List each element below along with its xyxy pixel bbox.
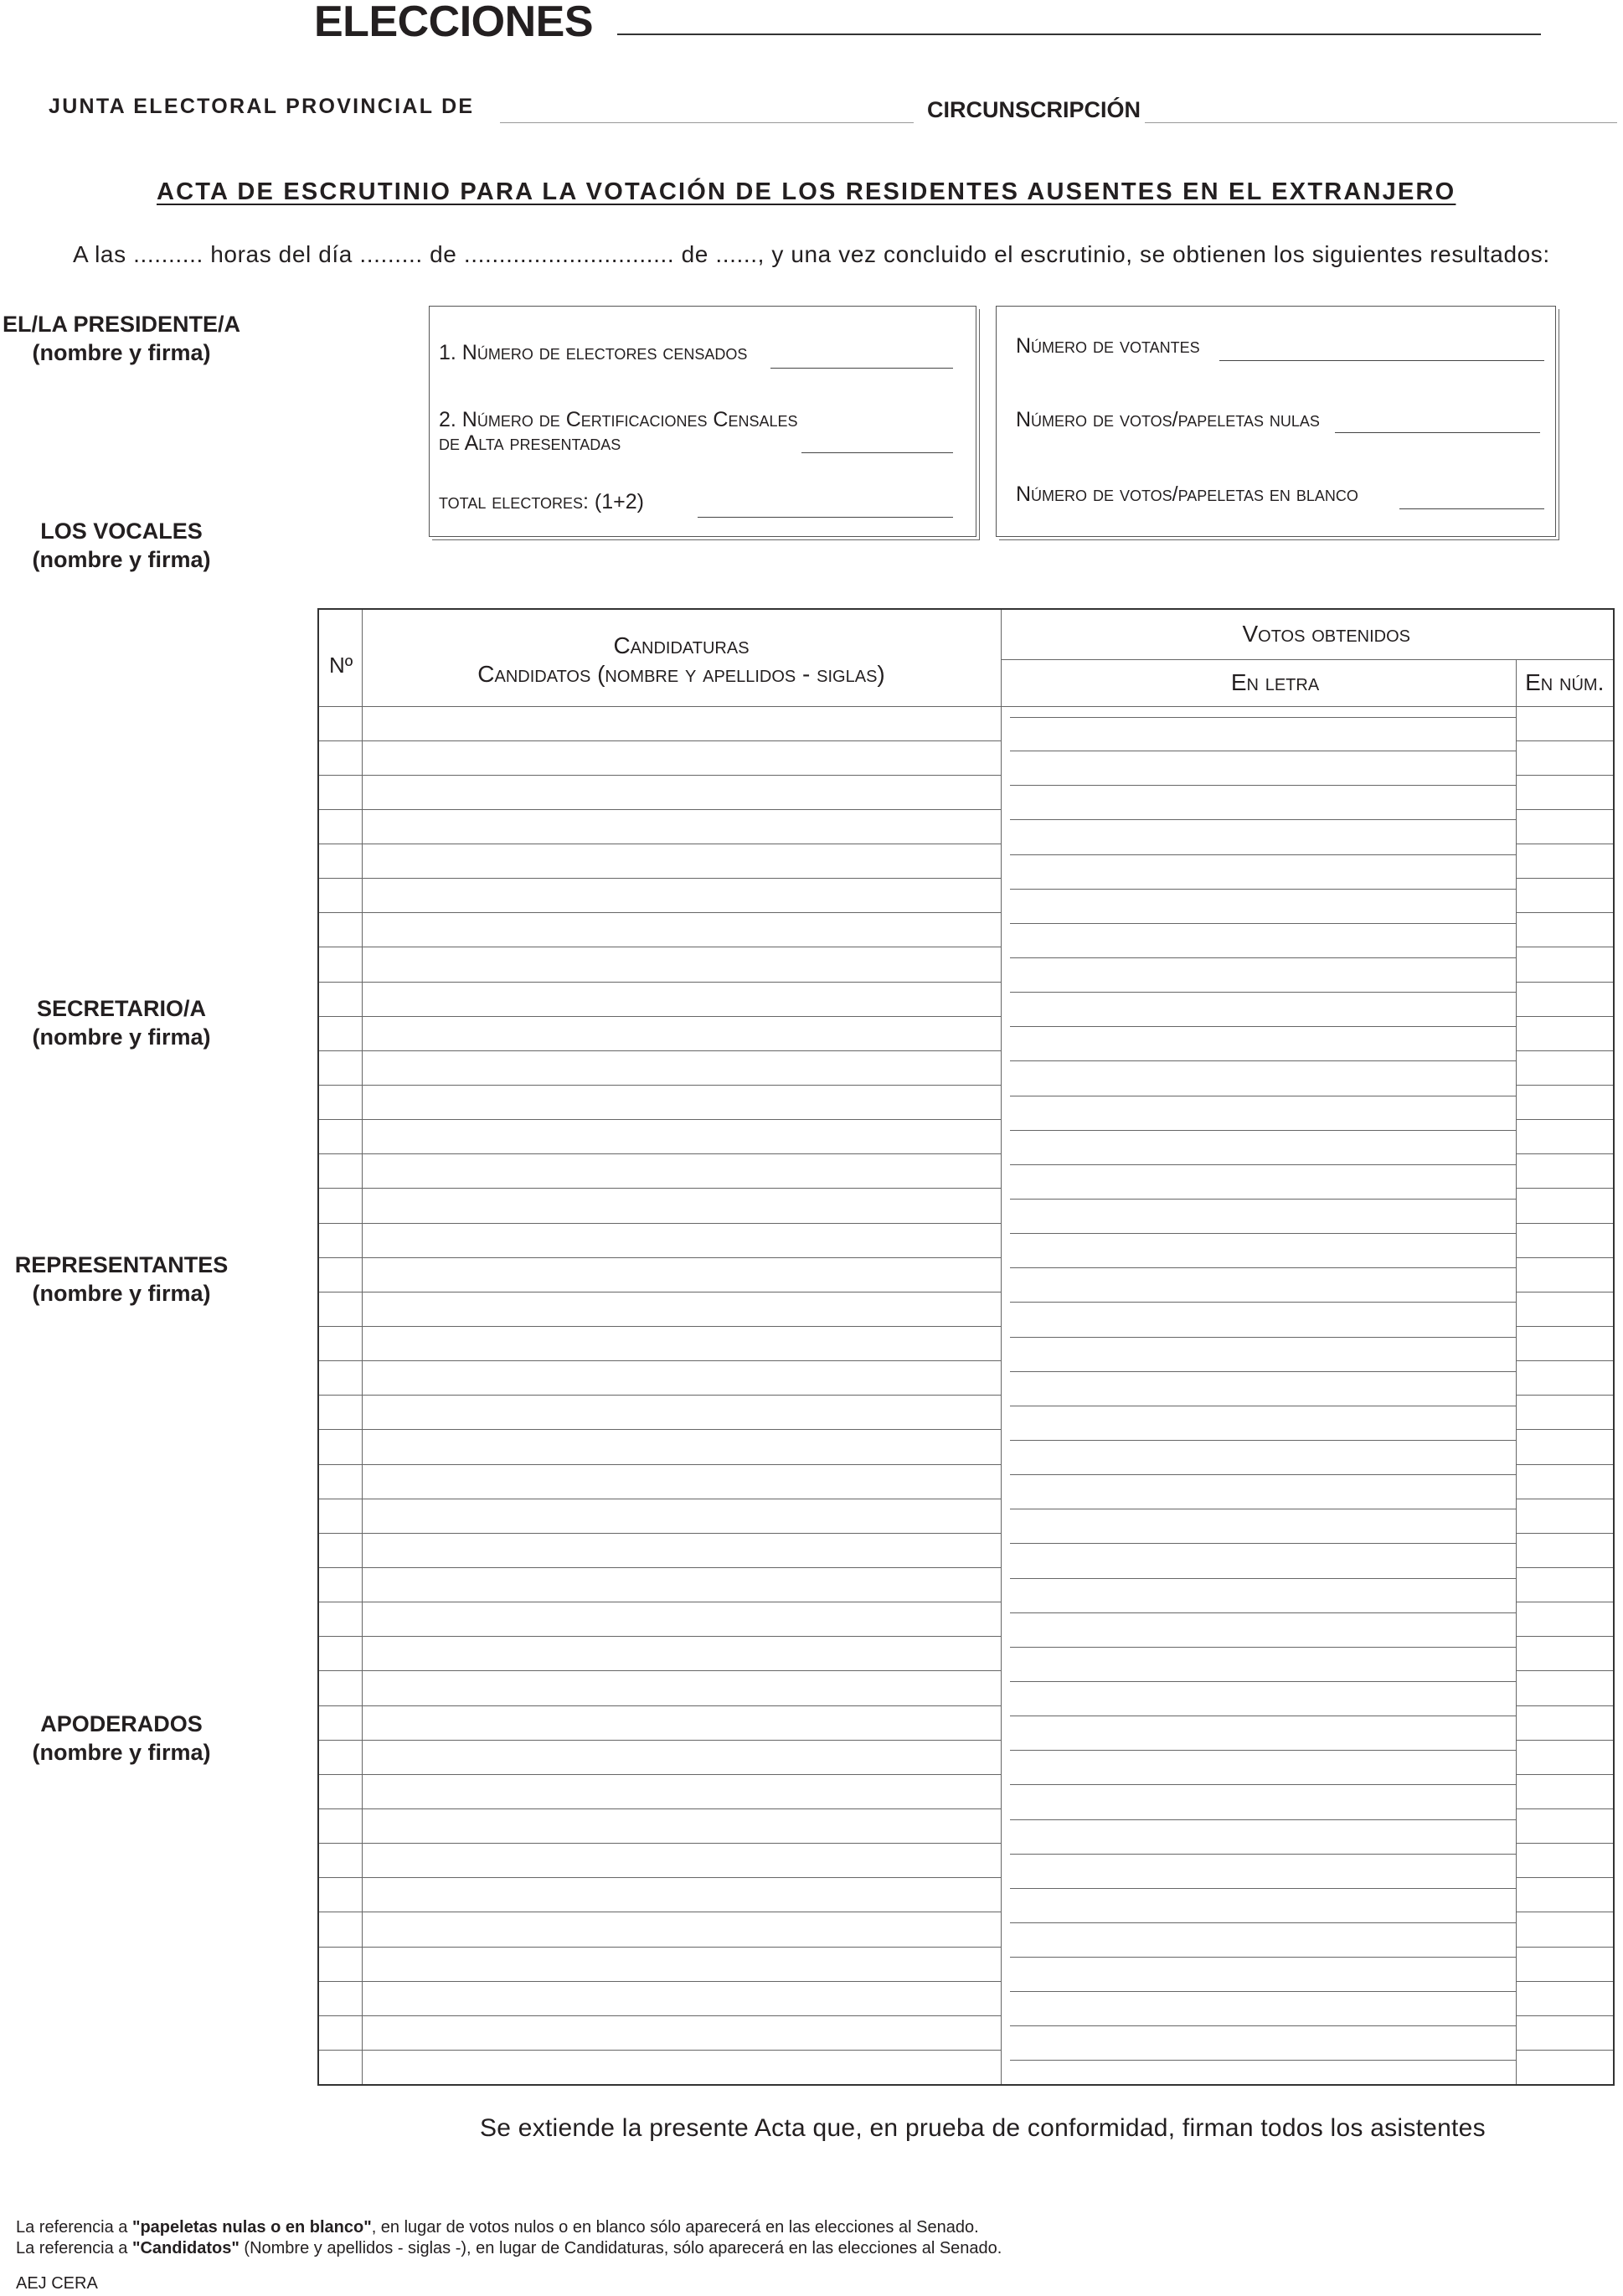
votes-in-digits-cell[interactable] — [1516, 740, 1614, 775]
votes-in-digits-cell[interactable] — [1516, 1568, 1614, 1602]
certificaciones-label: 2. Número de Certificaciones Censales — [439, 408, 798, 431]
row-number-cell[interactable] — [318, 1050, 362, 1085]
candidatura-cell[interactable] — [362, 706, 1001, 740]
votes-in-words-cell[interactable] — [1001, 1740, 1516, 1774]
votes-in-words-cell[interactable] — [1001, 1327, 1516, 1361]
table-row — [318, 1120, 1614, 1154]
votes-in-words-cell[interactable] — [1001, 1430, 1516, 1464]
votes-in-digits-cell[interactable] — [1516, 809, 1614, 844]
votes-in-words-cell[interactable] — [1001, 1154, 1516, 1189]
row-number-cell[interactable] — [318, 1189, 362, 1223]
votes-in-digits-cell[interactable] — [1516, 1705, 1614, 1740]
row-number-cell[interactable] — [318, 1396, 362, 1430]
candidatura-cell[interactable] — [362, 1154, 1001, 1189]
votes-in-words-cell[interactable] — [1001, 844, 1516, 879]
circunscripcion-field[interactable] — [1145, 100, 1617, 123]
votes-in-words-cell[interactable] — [1001, 982, 1516, 1016]
candidatura-cell[interactable] — [362, 1327, 1001, 1361]
row-number-cell[interactable] — [318, 1912, 362, 1947]
votes-in-digits-cell[interactable] — [1516, 1223, 1614, 1257]
candidatura-cell[interactable] — [362, 1774, 1001, 1808]
table-row — [318, 1499, 1614, 1533]
table-row — [318, 1671, 1614, 1705]
votes-in-words-cell[interactable] — [1001, 1671, 1516, 1705]
table-row — [318, 1154, 1614, 1189]
votes-in-words-cell[interactable] — [1001, 2015, 1516, 2050]
row-number-cell[interactable] — [318, 809, 362, 844]
table-row — [318, 1327, 1614, 1361]
table-row — [318, 1016, 1614, 1050]
signatory-hint: (nombre y firma) — [32, 1281, 211, 1306]
votes-in-digits-cell[interactable] — [1516, 1120, 1614, 1154]
row-number-cell[interactable] — [318, 1120, 362, 1154]
votes-in-words-cell[interactable] — [1001, 1361, 1516, 1396]
total-electores-field[interactable] — [698, 494, 953, 518]
row-number-cell[interactable] — [318, 1568, 362, 1602]
table-row — [318, 1740, 1614, 1774]
footnote — [16, 2217, 979, 2238]
row-number-cell[interactable] — [318, 706, 362, 740]
closing-statement: Se extiende la presente Acta que, en prueba de conformidad, firman todos los asistentes — [480, 2114, 1486, 2142]
signatory-role: EL/LA PRESIDENTE/A — [2, 312, 241, 337]
circunscripcion-label: CIRCUNSCRIPCIÓN — [927, 97, 1141, 122]
votes-in-words-cell[interactable] — [1001, 740, 1516, 775]
candidatura-cell[interactable] — [362, 1912, 1001, 1947]
junta-electoral-label: JUNTA ELECTORAL PROVINCIAL DE — [49, 95, 475, 118]
candidatura-cell[interactable] — [362, 1705, 1001, 1740]
intro-statement: A las .......... horas del día ......... de .............................. de ......, y una vez concluido el escrutinio, se obtienen los siguientes resultados: — [73, 241, 1550, 267]
votes-in-words-cell[interactable] — [1001, 2050, 1516, 2084]
votes-in-digits-cell[interactable] — [1516, 1740, 1614, 1774]
votos-blanco-field[interactable] — [1399, 486, 1544, 509]
table-row — [318, 1223, 1614, 1257]
row-number-cell[interactable] — [318, 775, 362, 809]
candidatura-cell[interactable] — [362, 1292, 1001, 1326]
row-number-cell[interactable] — [318, 1086, 362, 1120]
votes-in-digits-cell[interactable] — [1516, 706, 1614, 740]
footnote — [16, 2238, 1002, 2259]
candidatura-cell[interactable] — [362, 1257, 1001, 1292]
candidatura-cell[interactable] — [362, 809, 1001, 844]
electores-censados-label: 1. Número de electores censados — [439, 341, 748, 364]
signatory-vocales — [0, 517, 243, 574]
row-number-cell[interactable] — [318, 2050, 362, 2084]
table-row — [318, 1464, 1614, 1499]
votes-in-words-cell[interactable] — [1001, 1396, 1516, 1430]
table-header-row — [318, 609, 1614, 659]
signatory-role: LOS VOCALES — [40, 519, 203, 544]
header-candidaturas — [362, 609, 1001, 706]
table-row — [318, 2050, 1614, 2084]
row-number-cell[interactable] — [318, 1637, 362, 1671]
table-row — [318, 1878, 1614, 1912]
row-number-cell[interactable] — [318, 1878, 362, 1912]
candidatura-cell[interactable] — [362, 1637, 1001, 1671]
row-number-cell[interactable] — [318, 2015, 362, 2050]
row-number-cell[interactable] — [318, 1671, 362, 1705]
votes-in-words-cell[interactable] — [1001, 1120, 1516, 1154]
header-number: Nº — [318, 609, 362, 706]
acta-title: ACTA DE ESCRUTINIO PARA LA VOTACIÓN DE LOS RESIDENTES AUSENTES EN EL EXTRANJERO — [157, 178, 1456, 205]
table-row — [318, 740, 1614, 775]
row-number-cell[interactable] — [318, 1774, 362, 1808]
votos-blanco-label: Número de votos/papeletas en blanco — [1016, 482, 1358, 506]
votes-in-digits-cell[interactable] — [1516, 1050, 1614, 1085]
votes-in-words-cell[interactable] — [1001, 1257, 1516, 1292]
votes-in-digits-cell[interactable] — [1516, 1327, 1614, 1361]
votes-in-words-cell[interactable] — [1001, 775, 1516, 809]
row-number-cell[interactable] — [318, 844, 362, 879]
candidatura-cell[interactable] — [362, 1050, 1001, 1085]
votes-in-digits-cell[interactable] — [1516, 1464, 1614, 1499]
candidatura-cell[interactable] — [362, 1947, 1001, 1981]
candidatura-cell[interactable] — [362, 1671, 1001, 1705]
votantes-field[interactable] — [1219, 338, 1544, 361]
candidatura-cell[interactable] — [362, 1361, 1001, 1396]
votes-in-digits-cell[interactable] — [1516, 1878, 1614, 1912]
votes-in-digits-cell[interactable] — [1516, 1671, 1614, 1705]
row-number-cell[interactable] — [318, 982, 362, 1016]
votes-in-words-cell[interactable] — [1001, 1602, 1516, 1637]
votes-in-words-cell[interactable] — [1001, 1947, 1516, 1981]
table-row — [318, 913, 1614, 947]
row-number-cell[interactable] — [318, 1947, 362, 1981]
votes-in-words-cell[interactable] — [1001, 1189, 1516, 1223]
candidatura-cell[interactable] — [362, 1981, 1001, 2015]
table-row — [318, 1292, 1614, 1326]
candidatura-cell[interactable] — [362, 1464, 1001, 1499]
votes-in-digits-cell[interactable] — [1516, 1637, 1614, 1671]
table-row — [318, 947, 1614, 982]
candidatura-cell[interactable] — [362, 1844, 1001, 1878]
votes-in-words-cell[interactable] — [1001, 1809, 1516, 1844]
table-row — [318, 2015, 1614, 2050]
votes-in-digits-cell[interactable] — [1516, 1774, 1614, 1808]
candidatura-cell[interactable] — [362, 1223, 1001, 1257]
signatory-role: REPRESENTANTES — [14, 1252, 229, 1277]
votes-in-words-cell[interactable] — [1001, 1016, 1516, 1050]
table-row — [318, 1396, 1614, 1430]
row-number-cell[interactable] — [318, 740, 362, 775]
candidatura-cell[interactable] — [362, 1809, 1001, 1844]
votes-in-words-cell[interactable] — [1001, 1464, 1516, 1499]
row-number-cell[interactable] — [318, 1223, 362, 1257]
candidatura-cell[interactable] — [362, 879, 1001, 913]
candidatura-cell[interactable] — [362, 1602, 1001, 1637]
row-number-cell[interactable] — [318, 1361, 362, 1396]
footnote-emphasis: "Candidatos" — [131, 2239, 240, 2257]
votes-in-words-cell[interactable] — [1001, 1878, 1516, 1912]
footnote-suffix: , en lugar de votos nulos o en blanco sólo aparecerá en las elecciones al Senado. — [371, 2218, 979, 2237]
candidatura-cell[interactable] — [362, 2050, 1001, 2084]
candidatura-cell[interactable] — [362, 1120, 1001, 1154]
votes-in-digits-cell[interactable] — [1516, 1361, 1614, 1396]
junta-electoral-field[interactable] — [500, 100, 914, 123]
table-row — [318, 809, 1614, 844]
votes-in-digits-cell[interactable] — [1516, 1844, 1614, 1878]
votes-in-digits-cell[interactable] — [1516, 1292, 1614, 1326]
candidatura-cell[interactable] — [362, 1189, 1001, 1223]
signatory-hint: (nombre y firma) — [32, 1024, 211, 1050]
row-number-cell[interactable] — [318, 1844, 362, 1878]
signatory-apoderados — [0, 1710, 243, 1767]
votes-in-words-cell[interactable] — [1001, 1292, 1516, 1326]
votes-in-words-cell[interactable] — [1001, 706, 1516, 740]
row-number-cell[interactable] — [318, 1430, 362, 1464]
signatory-presidente — [0, 310, 243, 367]
row-number-cell[interactable] — [318, 1705, 362, 1740]
certificaciones-field[interactable] — [801, 430, 953, 453]
candidatura-cell[interactable] — [362, 982, 1001, 1016]
footnote-emphasis: "papeletas nulas o en blanco" — [131, 2218, 372, 2237]
votes-in-digits-cell[interactable] — [1516, 2050, 1614, 2084]
votes-in-words-cell[interactable] — [1001, 1705, 1516, 1740]
signatory-role: APODERADOS — [40, 1711, 203, 1736]
table-row — [318, 1705, 1614, 1740]
votos-nulos-label: Número de votos/papeletas nulas — [1016, 408, 1320, 431]
votes-in-words-cell[interactable] — [1001, 913, 1516, 947]
table-row — [318, 1981, 1614, 2015]
votes-in-digits-cell[interactable] — [1516, 1189, 1614, 1223]
votes-in-words-cell[interactable] — [1001, 1568, 1516, 1602]
votes-in-digits-cell[interactable] — [1516, 1981, 1614, 2015]
candidatura-cell[interactable] — [362, 1568, 1001, 1602]
electores-censados-field[interactable] — [770, 345, 953, 369]
votes-in-words-cell[interactable] — [1001, 1086, 1516, 1120]
candidatura-cell[interactable] — [362, 740, 1001, 775]
row-number-cell[interactable] — [318, 1257, 362, 1292]
header-votos-obtenidos: Votos obtenidos — [1001, 609, 1614, 659]
candidatura-cell[interactable] — [362, 1499, 1001, 1533]
candidatura-cell[interactable] — [362, 1016, 1001, 1050]
votes-in-digits-cell[interactable] — [1516, 1086, 1614, 1120]
certificaciones-label-cont: de Alta presentadas — [439, 431, 621, 455]
footnote-prefix: La referencia a — [16, 2218, 132, 2237]
votes-in-digits-cell[interactable] — [1516, 1533, 1614, 1567]
votes-in-digits-cell[interactable] — [1516, 982, 1614, 1016]
header-candidatos-label: Candidatos (nombre y apellidos - siglas) — [477, 661, 885, 688]
votes-in-digits-cell[interactable] — [1516, 913, 1614, 947]
candidatura-cell[interactable] — [362, 1396, 1001, 1430]
candidatura-cell[interactable] — [362, 913, 1001, 947]
votes-in-digits-cell[interactable] — [1516, 1430, 1614, 1464]
votes-in-digits-cell[interactable] — [1516, 1947, 1614, 1981]
form-code: AEJ CERA — [16, 2274, 98, 2293]
results-table — [317, 608, 1615, 2086]
votes-in-words-cell[interactable] — [1001, 1912, 1516, 1947]
votes-in-words-cell[interactable] — [1001, 1050, 1516, 1085]
row-number-cell[interactable] — [318, 1740, 362, 1774]
votes-in-digits-cell[interactable] — [1516, 775, 1614, 809]
table-row — [318, 879, 1614, 913]
table-row — [318, 1533, 1614, 1567]
table-row — [318, 1602, 1614, 1637]
votes-in-words-cell[interactable] — [1001, 1533, 1516, 1567]
row-number-cell[interactable] — [318, 1809, 362, 1844]
votes-in-words-cell[interactable] — [1001, 1223, 1516, 1257]
candidatura-cell[interactable] — [362, 2015, 1001, 2050]
candidatura-cell[interactable] — [362, 1086, 1001, 1120]
total-electores-label: total electores: (1+2) — [439, 490, 644, 513]
table-row — [318, 1430, 1614, 1464]
elections-title: ELECCIONES — [314, 0, 594, 46]
table-row — [318, 1361, 1614, 1396]
candidatura-cell[interactable] — [362, 1740, 1001, 1774]
row-number-cell[interactable] — [318, 1016, 362, 1050]
table-row — [318, 1912, 1614, 1947]
signatory-role: SECRETARIO/A — [36, 996, 206, 1021]
elections-name-field[interactable] — [617, 12, 1541, 35]
votes-in-digits-cell[interactable] — [1516, 2015, 1614, 2050]
votes-in-words-cell[interactable] — [1001, 947, 1516, 982]
votes-in-words-cell[interactable] — [1001, 879, 1516, 913]
votes-in-digits-cell[interactable] — [1516, 879, 1614, 913]
signatory-hint: (nombre y firma) — [32, 547, 211, 572]
signatory-hint: (nombre y firma) — [32, 1740, 211, 1765]
votes-in-words-cell[interactable] — [1001, 1499, 1516, 1533]
row-number-cell[interactable] — [318, 1533, 362, 1567]
results-table-body — [318, 706, 1614, 2085]
votes-in-words-cell[interactable] — [1001, 1774, 1516, 1808]
votos-nulos-field[interactable] — [1335, 410, 1540, 433]
table-row — [318, 706, 1614, 740]
votantes-label: Número de votantes — [1016, 334, 1200, 358]
footnote-suffix: (Nombre y apellidos - siglas -), en lugar de Candidaturas, sólo aparecerá en las elecciones al Senado. — [239, 2239, 1002, 2257]
header-en-letra: En letra — [1001, 659, 1516, 706]
row-number-cell[interactable] — [318, 1602, 362, 1637]
candidatura-cell[interactable] — [362, 1878, 1001, 1912]
row-number-cell[interactable] — [318, 913, 362, 947]
votes-in-digits-cell[interactable] — [1516, 844, 1614, 879]
signatory-secretario — [0, 994, 243, 1051]
table-row — [318, 1568, 1614, 1602]
candidatura-cell[interactable] — [362, 1430, 1001, 1464]
votes-in-digits-cell[interactable] — [1516, 1154, 1614, 1189]
table-row — [318, 1809, 1614, 1844]
table-row — [318, 982, 1614, 1016]
votes-in-digits-cell[interactable] — [1516, 1257, 1614, 1292]
votes-in-digits-cell[interactable] — [1516, 1912, 1614, 1947]
table-row — [318, 1637, 1614, 1671]
row-number-cell[interactable] — [318, 1292, 362, 1326]
row-number-cell[interactable] — [318, 1154, 362, 1189]
votes-in-words-cell[interactable] — [1001, 809, 1516, 844]
signatory-representantes — [0, 1251, 243, 1308]
candidatura-cell[interactable] — [362, 844, 1001, 879]
votes-in-digits-cell[interactable] — [1516, 1809, 1614, 1844]
candidatura-cell[interactable] — [362, 1533, 1001, 1567]
table-row — [318, 1844, 1614, 1878]
row-number-cell[interactable] — [318, 879, 362, 913]
votes-in-digits-cell[interactable] — [1516, 947, 1614, 982]
table-row — [318, 775, 1614, 809]
votes-in-words-cell[interactable] — [1001, 1637, 1516, 1671]
header-en-num: En núm. — [1516, 659, 1614, 706]
votes-in-digits-cell[interactable] — [1516, 1016, 1614, 1050]
votes-in-digits-cell[interactable] — [1516, 1396, 1614, 1430]
table-row — [318, 1050, 1614, 1085]
signatory-hint: (nombre y firma) — [32, 340, 211, 365]
row-number-cell[interactable] — [318, 1464, 362, 1499]
table-row — [318, 1257, 1614, 1292]
votes-in-digits-cell[interactable] — [1516, 1499, 1614, 1533]
footnote-prefix: La referencia a — [16, 2239, 132, 2257]
votes-in-digits-cell[interactable] — [1516, 1602, 1614, 1637]
candidatura-cell[interactable] — [362, 775, 1001, 809]
table-row — [318, 1774, 1614, 1808]
row-number-cell[interactable] — [318, 1499, 362, 1533]
header-candidaturas-label: Candidaturas — [613, 632, 750, 659]
row-number-cell[interactable] — [318, 1327, 362, 1361]
votes-in-words-cell[interactable] — [1001, 1844, 1516, 1878]
votes-in-words-cell[interactable] — [1001, 1981, 1516, 2015]
candidatura-cell[interactable] — [362, 947, 1001, 982]
row-number-cell[interactable] — [318, 1981, 362, 2015]
row-number-cell[interactable] — [318, 947, 362, 982]
table-row — [318, 1189, 1614, 1223]
table-row — [318, 844, 1614, 879]
table-row — [318, 1086, 1614, 1120]
table-row — [318, 1947, 1614, 1981]
